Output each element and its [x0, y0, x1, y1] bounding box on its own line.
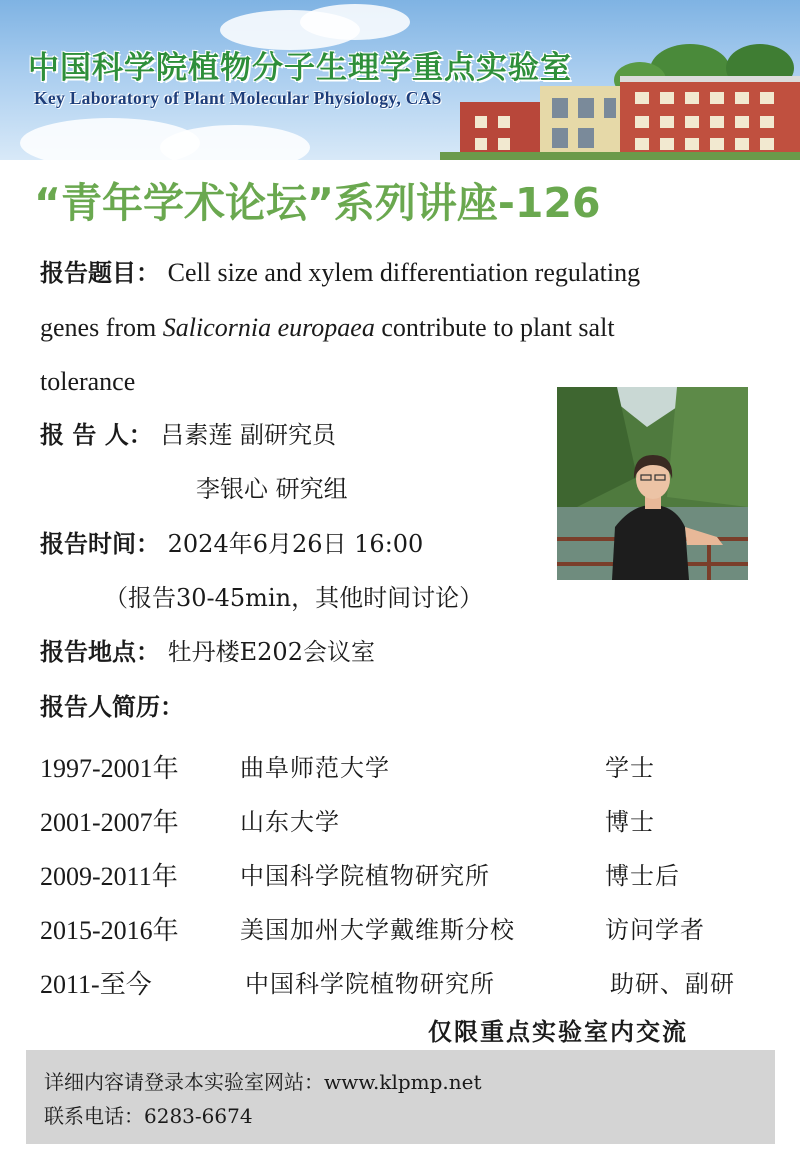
footer-phone: 联系电话：6283-6674: [44, 1104, 253, 1128]
series-title: “青年学术论坛”系列讲座-126: [34, 179, 601, 227]
cv-years: 2015-2016年: [40, 916, 179, 945]
cv-degree: 博士: [605, 808, 655, 836]
cv-degree: 学士: [605, 754, 655, 782]
duration-note: （报告30-45min，其他时间讨论）: [104, 584, 484, 612]
place-line: [40, 638, 375, 667]
speaker-group: 李银心 研究组: [196, 475, 348, 503]
place-label: 报告地点：: [40, 637, 160, 666]
cv-degree: 博士后: [605, 862, 680, 890]
internal-notice: 仅限重点实验室内交流: [428, 1017, 688, 1046]
cv-years: 2011-至今: [40, 970, 152, 999]
cv-institution: 中国科学院植物研究所: [245, 970, 495, 998]
cv-institution: 中国科学院植物研究所: [240, 862, 490, 890]
talk-title-line-2: [40, 312, 615, 343]
cv-degree: 访问学者: [605, 916, 705, 944]
time-line: [40, 530, 423, 559]
talk-title-text-2a: genes from: [40, 313, 163, 342]
speaker-photo: [557, 387, 748, 580]
cv-institution: 曲阜师范大学: [240, 754, 390, 782]
cv-years: 1997-2001年: [40, 754, 179, 783]
place-value: 牡丹楼E202会议室: [167, 638, 375, 666]
speaker-line: [40, 421, 336, 450]
lab-name-english: Key Laboratory of Plant Molecular Physiology, CAS: [34, 88, 442, 108]
cv-degree: 助研、副研: [610, 970, 735, 998]
cv-label: 报告人简历：: [40, 692, 184, 721]
footer-contact-box: [26, 1050, 775, 1144]
talk-title-line-1: [40, 257, 640, 288]
talk-title-line-3: tolerance: [40, 367, 136, 396]
cv-years: 2009-2011年: [40, 862, 178, 891]
lab-name-chinese: 中国科学院植物分子生理学重点实验室: [28, 50, 572, 86]
speaker-label: 报 告 人：: [40, 420, 153, 449]
talk-title-text-1: Cell size and xylem differentiation regulating: [167, 258, 641, 287]
time-value: 2024年6月26日 16:00: [167, 530, 424, 558]
cv-years: 2001-2007年: [40, 808, 179, 837]
talk-title-label: 报告题目：: [40, 258, 160, 287]
time-label: 报告时间：: [40, 529, 160, 558]
cloud: [300, 4, 410, 40]
speaker-name: 吕素莲 副研究员: [160, 421, 336, 449]
cv-institution: 美国加州大学戴维斯分校: [240, 916, 515, 944]
header-banner: [0, 0, 800, 160]
cloud: [160, 125, 310, 160]
talk-title-text-2b: contribute to plant salt: [374, 313, 615, 342]
footer-website: 详细内容请登录本实验室网站：www.klpmp.net: [44, 1070, 482, 1094]
cv-institution: 山东大学: [240, 808, 340, 836]
species-name: Salicornia europaea: [162, 313, 375, 342]
